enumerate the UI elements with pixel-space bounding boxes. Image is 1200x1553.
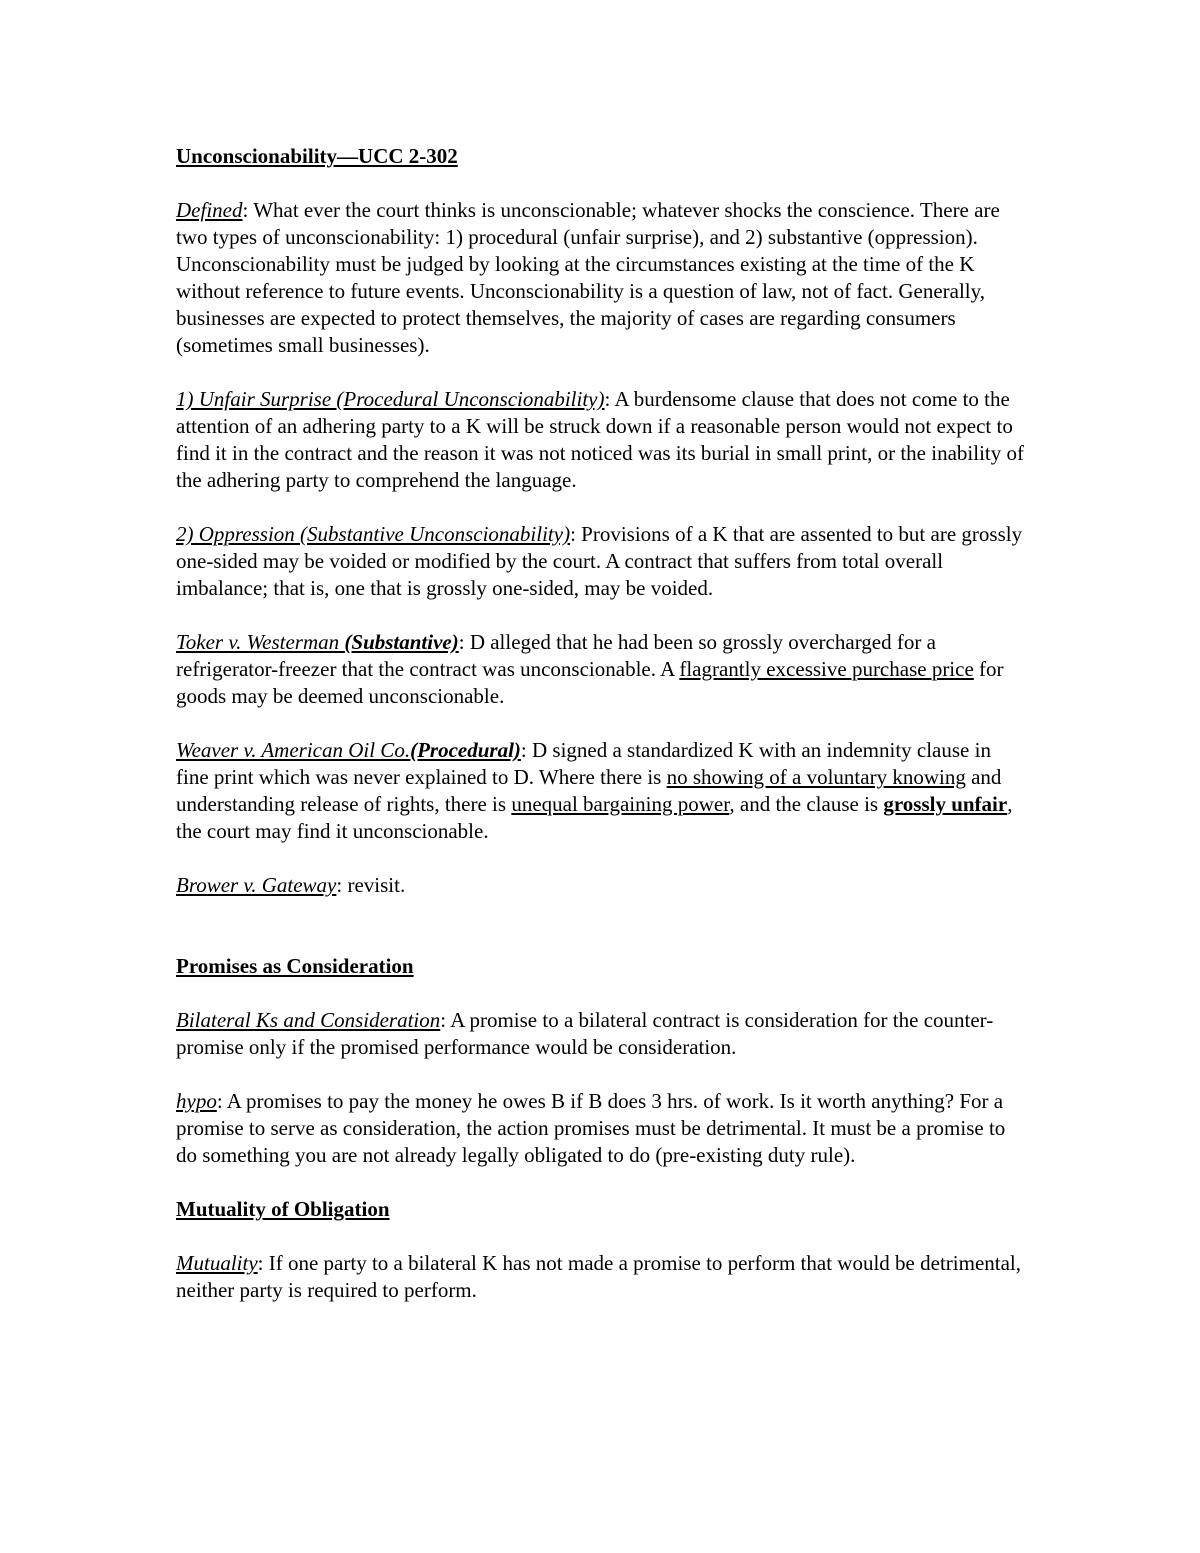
term-mutuality: Mutuality [176, 1251, 258, 1275]
text-toker-1: : D alleged that he had been so grossly overcharged for a refrigerator-freezer that the contract was unconscionable. A [176, 630, 936, 681]
term-unfair-surprise: 1) Unfair Surprise (Procedural Unconscionability) [176, 387, 605, 411]
heading-promises-consideration: Promises as Consideration [176, 954, 414, 978]
tag-substantive: (Substantive) [344, 630, 459, 654]
text-hypo: : A promises to pay the money he owes B if B does 3 hrs. of work. Is it worth anything? For a promise to serve as consideration, the action promises must be detrimental. It must be a promise to do something you are not already legally obligated to do (pre-existing duty rule). [176, 1089, 1006, 1167]
underline-excessive-price: flagrantly excessive purchase price [679, 657, 974, 681]
case-toker: Toker v. Westerman [176, 630, 345, 654]
text-bilateral: : A promise to a bilateral contract is consideration for the counter-promise only if the promised performance would be consideration. [176, 1008, 994, 1059]
text-defined: : What ever the court thinks is unconscionable; whatever shocks the conscience. There are two types of unconscionability: 1) procedural (unfair surprise), and 2) substantive (oppression). Unconscionability must be judged by looking at the circumstances existing at the time of the K without reference to future events. Unconscionability is a question of law, not of fact. Generally, businesses are expected to protect themselves, the majority of cases are regarding consumers (sometimes small businesses). [176, 198, 1000, 357]
term-bilateral: Bilateral Ks and Consideration [176, 1008, 441, 1032]
term-oppression: 2) Oppression (Substantive Unconscionability) [176, 522, 571, 546]
underline-unequal-power: unequal bargaining power [511, 792, 730, 816]
text-weaver-3: , and the clause is [729, 792, 884, 816]
case-brower: Brower v. Gateway [176, 873, 337, 897]
underline-no-showing: no showing of a voluntary knowing [666, 765, 966, 789]
paragraph-brower [176, 872, 1026, 899]
text-weaver-1: : D signed a standardized K with an indemnity clause in fine print which was never explained to D. Where there is [176, 738, 991, 789]
text-unfair-surprise: : A burdensome clause that does not come to the attention of an adhering party to a K will be struck down if a reasonable person would not expect to find it in the contract and the reason it was not noticed was its burial in small print, or the inability of the adhering party to comprehend the language. [176, 387, 1024, 492]
paragraph-weaver [176, 737, 1026, 845]
bold-grossly-unfair: grossly unfair [883, 792, 1008, 816]
heading-mutuality: Mutuality of Obligation [176, 1197, 390, 1221]
term-defined: Defined [176, 198, 243, 222]
paragraph-unfair-surprise [176, 386, 1026, 494]
document-body [176, 143, 1026, 1304]
paragraph-defined [176, 197, 1026, 359]
paragraph-oppression [176, 521, 1026, 602]
paragraph-mutuality [176, 1250, 1026, 1304]
text-mutuality: : If one party to a bilateral K has not made a promise to perform that would be detrimental, neither party is required to perform. [176, 1251, 1021, 1302]
term-hypo: hypo [176, 1089, 217, 1113]
heading-unconscionability: Unconscionability—UCC 2-302 [176, 144, 458, 168]
text-weaver-2: and understanding release of rights, there is [176, 765, 1002, 816]
text-brower: : revisit. [336, 873, 406, 897]
paragraph-toker [176, 629, 1026, 710]
text-toker-2: for goods may be deemed unconscionable. [176, 657, 1004, 708]
text-weaver-4: , the court may find it unconscionable. [176, 792, 1013, 843]
paragraph-hypo [176, 1088, 1026, 1169]
text-oppression: : Provisions of a K that are assented to but are grossly one-sided may be voided or modified by the court. A contract that suffers from total overall imbalance; that is, one that is grossly one-sided, may be voided. [176, 522, 1023, 600]
paragraph-bilateral [176, 1007, 1026, 1061]
tag-procedural: (Procedural) [410, 738, 521, 762]
case-weaver: Weaver v. American Oil Co. [176, 738, 411, 762]
